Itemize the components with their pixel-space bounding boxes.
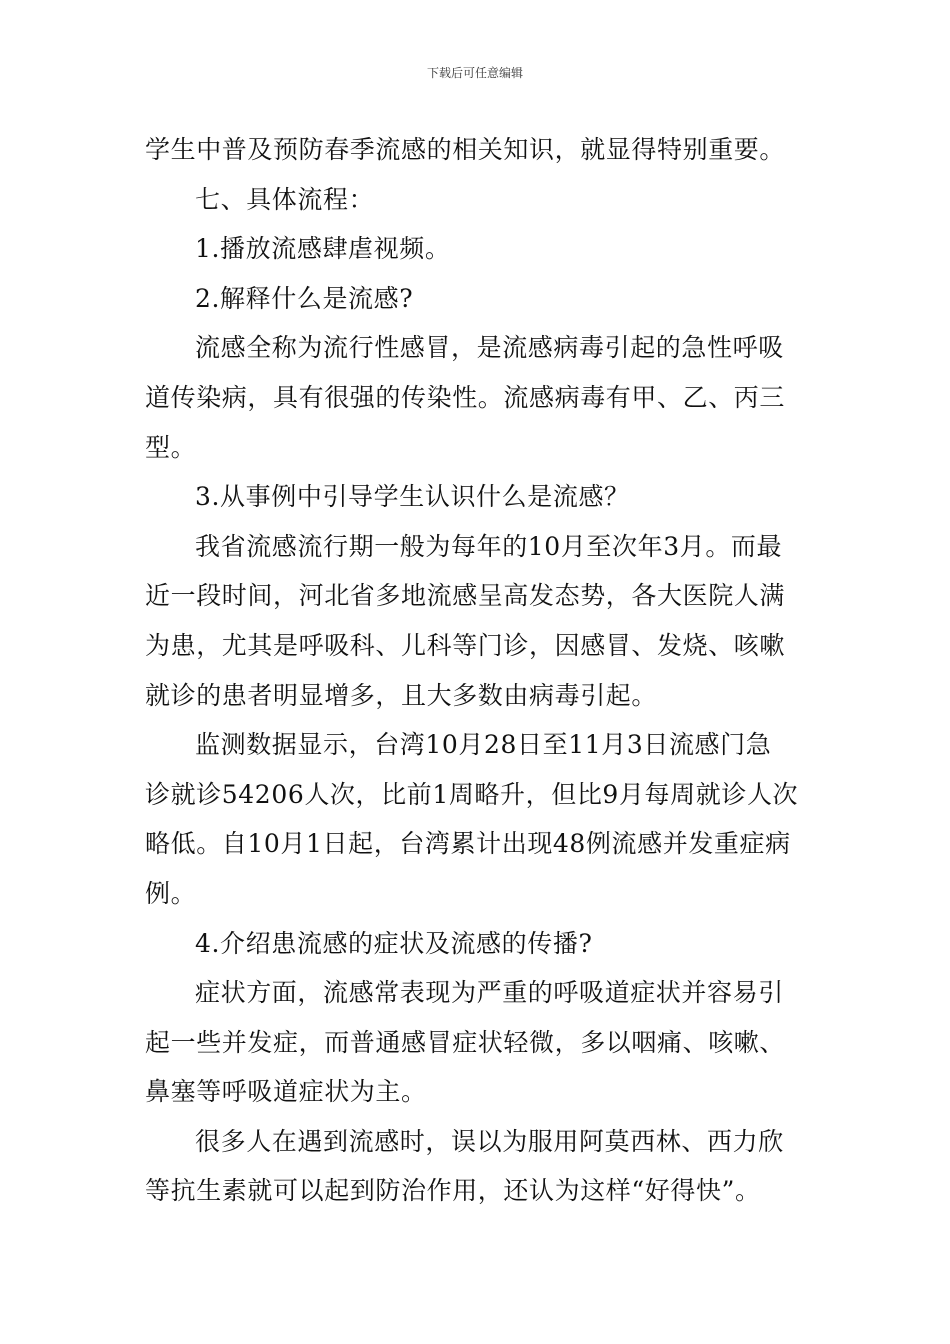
text-line: 监测数据显示，台湾10月28日至11月3日流感门急: [195, 730, 772, 760]
text-line: 就诊的患者明显增多，且大多数由病毒引起。: [145, 680, 658, 710]
text-line: 诊就诊54206人次，比前1周略升，但比9月每周就诊人次: [145, 779, 799, 809]
text-line: 例。: [145, 878, 197, 908]
text-line: 症状方面，流感常表现为严重的呼吸道症状并容易引: [195, 978, 784, 1008]
text-line: 近一段时间，河北省多地流感呈高发态势，各大医院人满: [145, 581, 786, 611]
page-header: 下载后可任意编辑: [426, 66, 523, 80]
text-line: 道传染病，具有很强的传染性。流感病毒有甲、乙、丙三: [145, 382, 786, 412]
text-line: 1.播放流感肆虐视频。: [195, 234, 451, 264]
text-line: 七、具体流程：: [195, 184, 375, 214]
text-line: 流感全称为流行性感冒，是流感病毒引起的急性呼吸: [195, 333, 784, 363]
text-line: 鼻塞等呼吸道症状为主。: [145, 1077, 427, 1107]
text-line: 等抗生素就可以起到防治作用，还认为这样“好得快”。: [145, 1176, 761, 1206]
text-line: 很多人在遇到流感时，误以为服用阿莫西林、西力欣: [195, 1126, 784, 1156]
text-line: 学生中普及预防春季流感的相关知识，就显得特别重要。: [145, 135, 786, 164]
text-line: 略低。自10月1日起，台湾累计出现48例流感并发重症病: [145, 829, 791, 859]
text-line: 为患，尤其是呼吸科、儿科等门诊，因感冒、发烧、咳嗽: [145, 630, 786, 660]
text-line: 我省流感流行期一般为每年的10月至次年3月。而最: [195, 531, 783, 561]
text-line: 4.介绍患流感的症状及流感的传播?: [195, 928, 593, 958]
text-line: 3.从事例中引导学生认识什么是流感？: [195, 482, 630, 512]
text-line: 起一些并发症，而普通感冒症状轻微，多以咽痛、咳嗽、: [145, 1027, 786, 1057]
text-line: 型。: [145, 432, 197, 462]
text-line: 2.解释什么是流感?: [195, 283, 414, 313]
document-body: [145, 125, 807, 1216]
